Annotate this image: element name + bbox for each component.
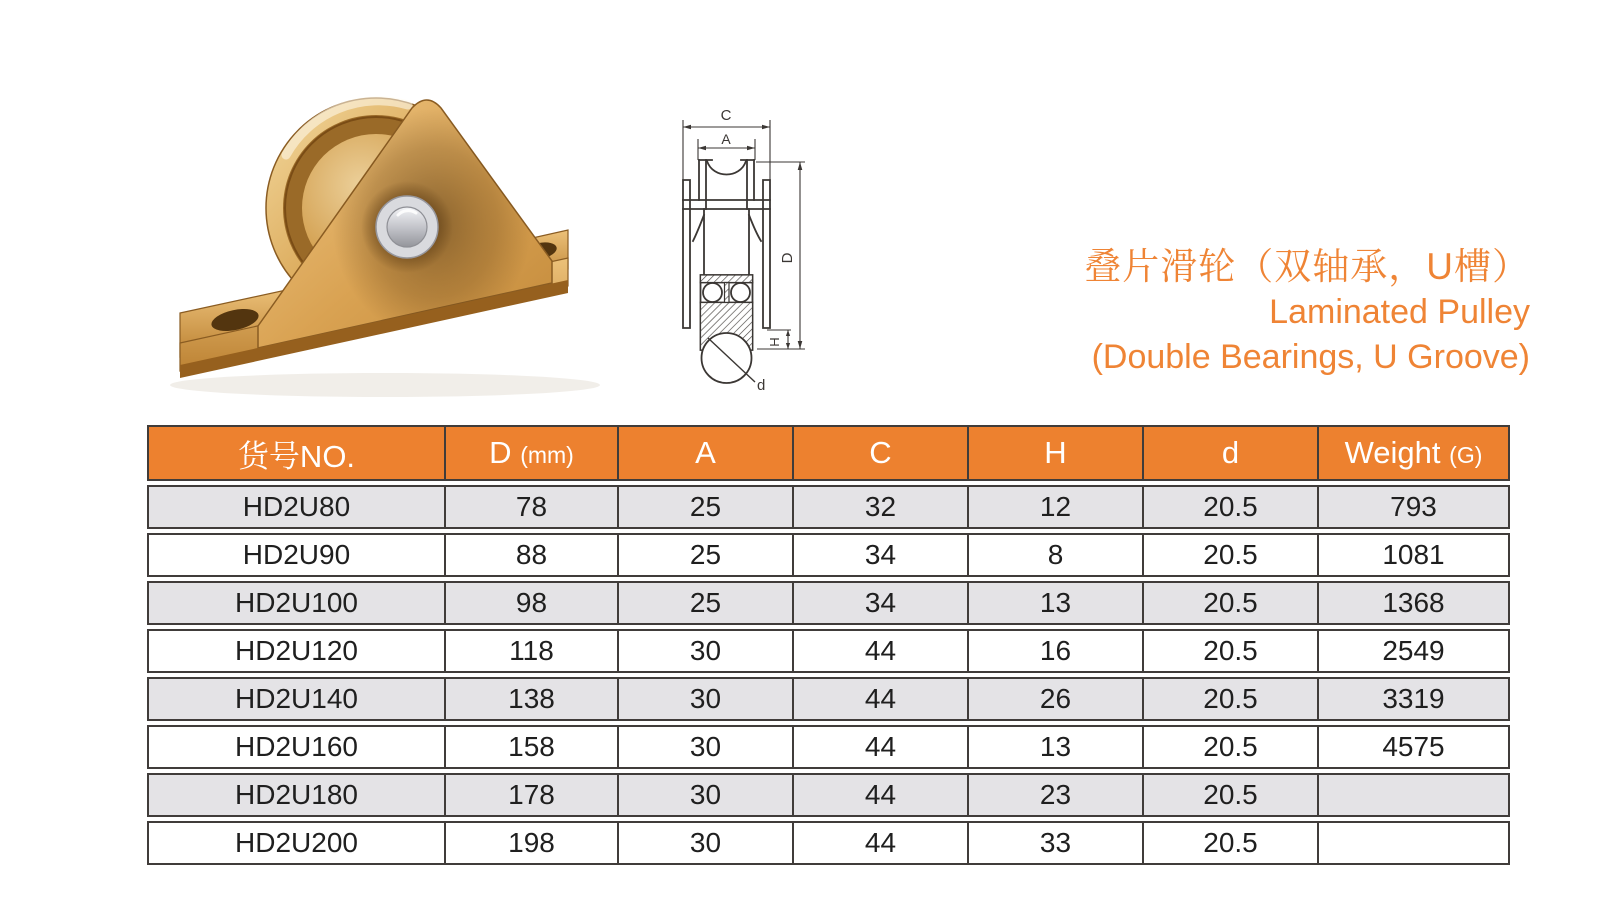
- product-title-en2: (Double Bearings, U Groove): [1091, 338, 1530, 376]
- table-row: [147, 773, 1510, 817]
- cell-h: 13: [967, 581, 1142, 625]
- dim-label-h: H: [767, 337, 782, 347]
- cell-weight: 2549: [1317, 629, 1510, 673]
- cell-d: 98: [444, 581, 617, 625]
- col-header-a: A: [617, 425, 792, 481]
- technical-drawing: [645, 75, 820, 395]
- product-title-zh: 叠片滑轮（双轴承，U槽）: [1084, 246, 1530, 287]
- spec-table: [147, 421, 1510, 869]
- dim-label-c: C: [720, 107, 732, 124]
- table-row: [147, 533, 1510, 577]
- cell-bore: 20.5: [1142, 821, 1317, 865]
- cell-c: 44: [792, 821, 967, 865]
- table-row: [147, 725, 1510, 769]
- cell-bore: 20.5: [1142, 725, 1317, 769]
- table-row: [147, 581, 1510, 625]
- cell-c: 34: [792, 533, 967, 577]
- cell-bore: 20.5: [1142, 485, 1317, 529]
- cell-no: HD2U120: [147, 629, 444, 673]
- product-title-block: [1084, 244, 1530, 380]
- cell-d: 198: [444, 821, 617, 865]
- cell-a: 25: [617, 485, 792, 529]
- cell-a: 30: [617, 821, 792, 865]
- cell-no: HD2U140: [147, 677, 444, 721]
- cell-d: 178: [444, 773, 617, 817]
- col-header-d: D (mm): [444, 425, 617, 481]
- cell-c: 44: [792, 629, 967, 673]
- cell-h: 13: [967, 725, 1142, 769]
- table-row: [147, 485, 1510, 529]
- cell-bore: 20.5: [1142, 677, 1317, 721]
- cell-no: HD2U200: [147, 821, 444, 865]
- cell-h: 8: [967, 533, 1142, 577]
- cell-no: HD2U160: [147, 725, 444, 769]
- cell-h: 26: [967, 677, 1142, 721]
- cell-h: 33: [967, 821, 1142, 865]
- product-photo: [140, 55, 610, 400]
- cell-a: 30: [617, 773, 792, 817]
- table-row: [147, 821, 1510, 865]
- photo-hub-bolt: [361, 181, 453, 273]
- cell-bore: 20.5: [1142, 533, 1317, 577]
- cell-d: 78: [444, 485, 617, 529]
- cell-h: 23: [967, 773, 1142, 817]
- cell-weight: 3319: [1317, 677, 1510, 721]
- table-row: [147, 677, 1510, 721]
- cell-no: HD2U80: [147, 485, 444, 529]
- cell-weight: 1081: [1317, 533, 1510, 577]
- spec-table-header: [147, 425, 1510, 481]
- photo-ground-shadow: [170, 373, 600, 397]
- cell-weight: 1368: [1317, 581, 1510, 625]
- cell-a: 25: [617, 581, 792, 625]
- col-header-bore: d: [1142, 425, 1317, 481]
- cell-d: 88: [444, 533, 617, 577]
- cell-h: 16: [967, 629, 1142, 673]
- cell-weight: [1317, 821, 1510, 865]
- dim-label-a: A: [721, 131, 731, 147]
- cell-a: 30: [617, 629, 792, 673]
- cell-c: 44: [792, 725, 967, 769]
- cell-d: 118: [444, 629, 617, 673]
- table-row: [147, 629, 1510, 673]
- cell-no: HD2U100: [147, 581, 444, 625]
- cell-a: 25: [617, 533, 792, 577]
- cell-a: 30: [617, 677, 792, 721]
- cell-h: 12: [967, 485, 1142, 529]
- dim-label-d-outer: D: [779, 252, 796, 264]
- cell-c: 44: [792, 773, 967, 817]
- cell-no: HD2U180: [147, 773, 444, 817]
- cell-weight: [1317, 773, 1510, 817]
- cell-bore: 20.5: [1142, 629, 1317, 673]
- cell-weight: 793: [1317, 485, 1510, 529]
- cell-c: 32: [792, 485, 967, 529]
- cell-bore: 20.5: [1142, 773, 1317, 817]
- dim-label-d-bore: d: [757, 377, 766, 394]
- cell-c: 44: [792, 677, 967, 721]
- product-title-en1: Laminated Pulley: [1269, 293, 1530, 331]
- col-header-c: C: [792, 425, 967, 481]
- cell-bore: 20.5: [1142, 581, 1317, 625]
- cell-c: 34: [792, 581, 967, 625]
- col-header-no: 货号NO.: [147, 425, 444, 481]
- cell-weight: 4575: [1317, 725, 1510, 769]
- col-header-weight: Weight (G): [1317, 425, 1510, 481]
- cell-d: 158: [444, 725, 617, 769]
- cell-no: HD2U90: [147, 533, 444, 577]
- cell-a: 30: [617, 725, 792, 769]
- cell-d: 138: [444, 677, 617, 721]
- col-header-h: H: [967, 425, 1142, 481]
